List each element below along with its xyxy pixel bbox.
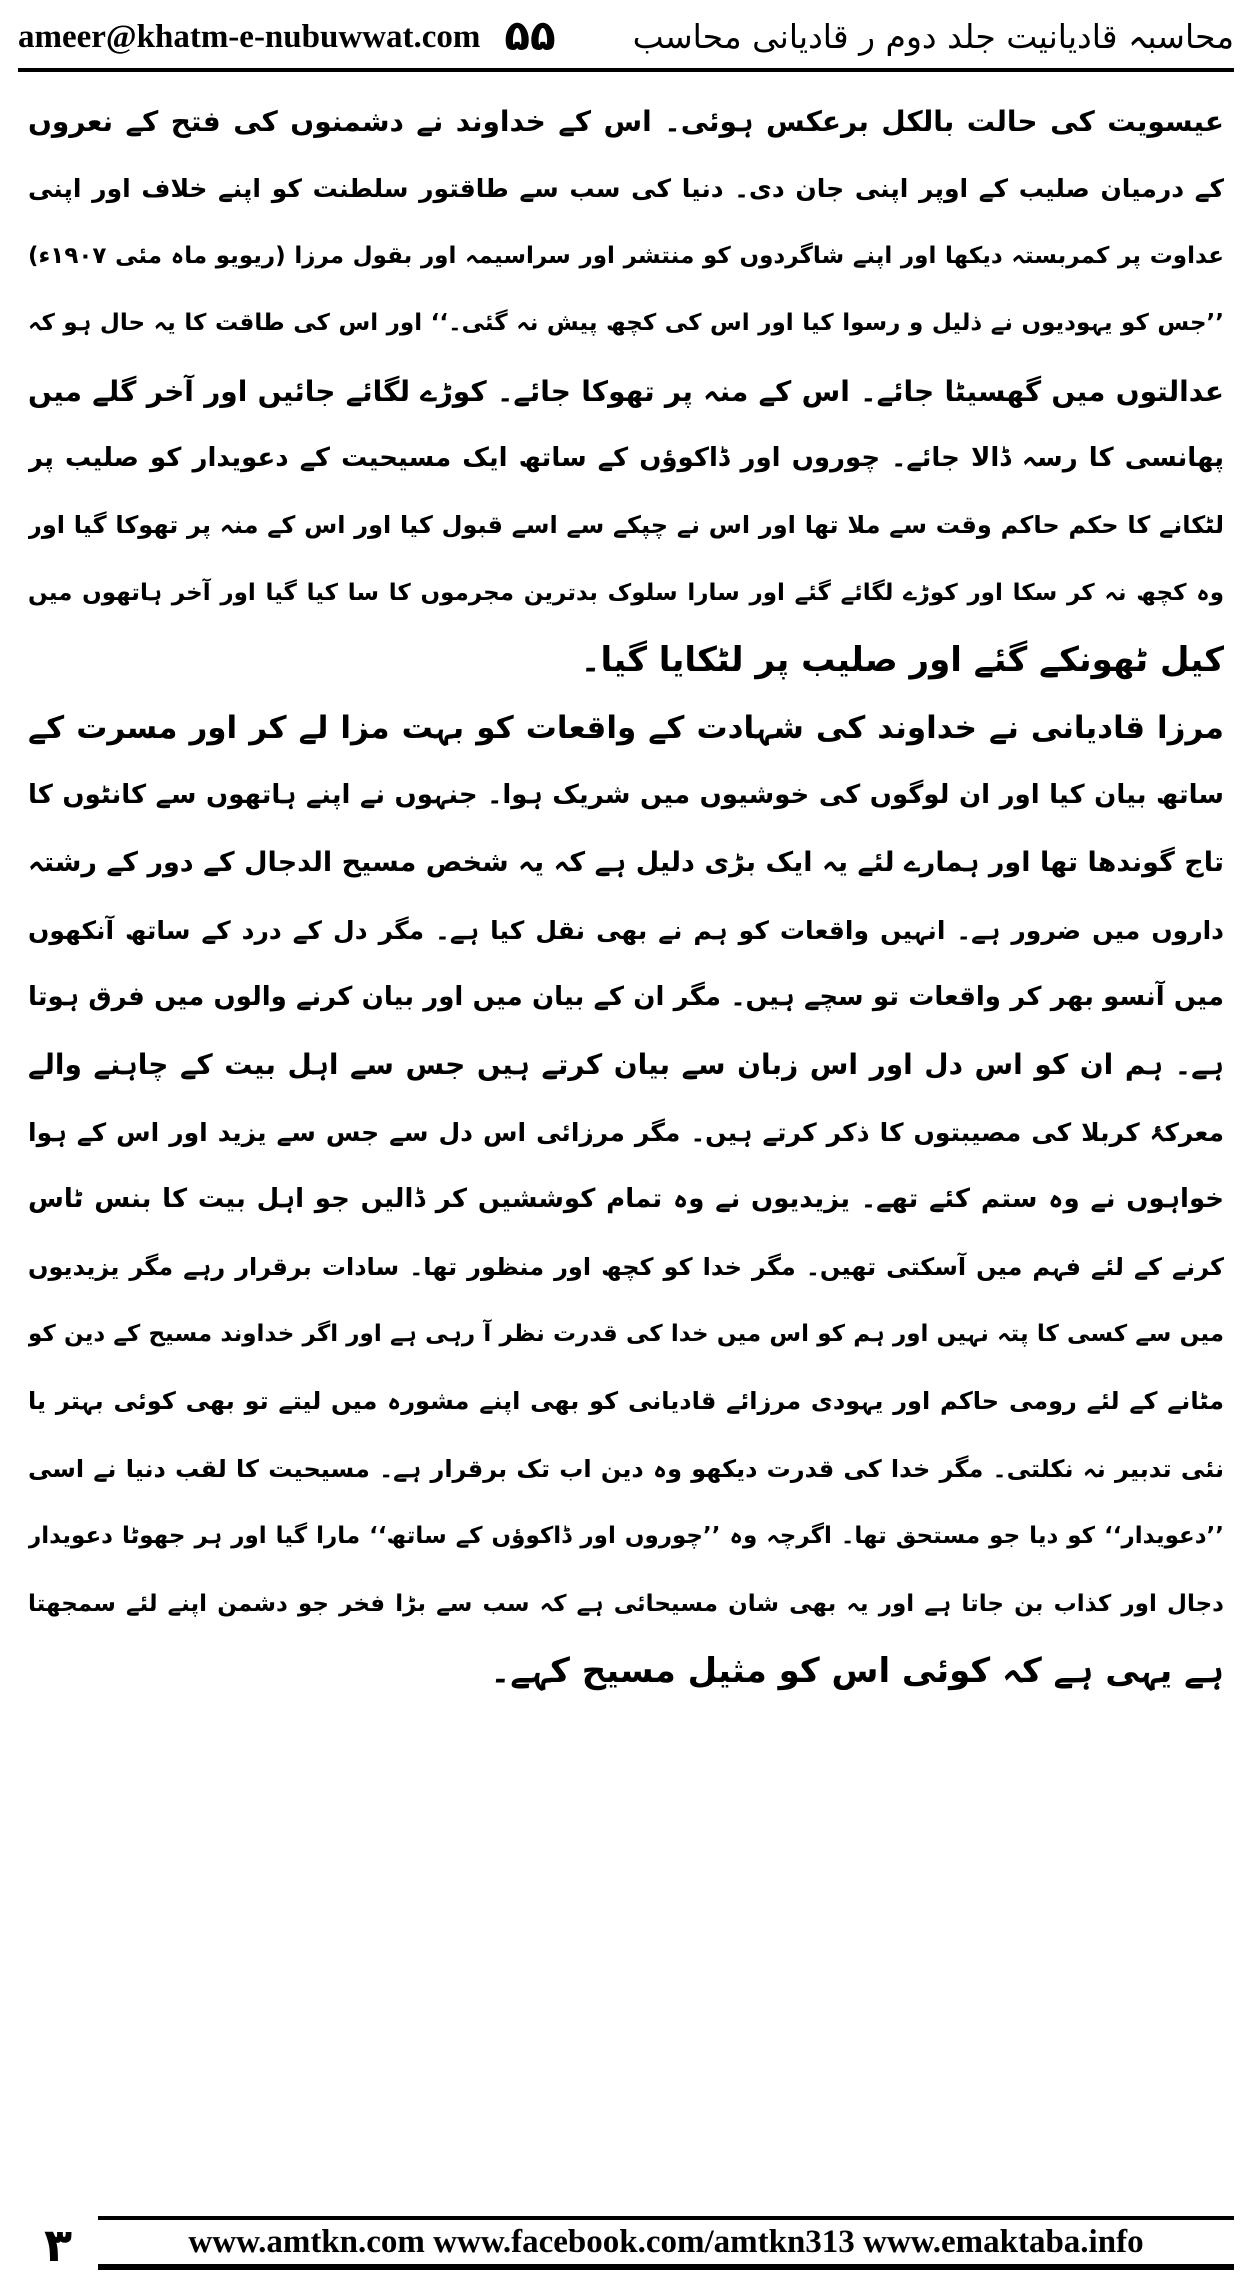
text-line: کیل ٹھونکے گئے اور صلیب پر لٹکایا گیا۔ — [580, 640, 1224, 681]
text-line: عداوت پر کمربستہ دیکھا اور اپنے شاگردوں کو منتشر اور سراسیمہ اور بقول مرزا (ریویو ماہ مئی ۱۹۰۷ء) — [28, 242, 1224, 269]
text-line: مٹانے کے لئے رومی حاکم اور یہودی مرزائے قادیانی کو بھی اپنے مشورہ میں لیتے تو بھی کوئی بہتر یا — [28, 1387, 1224, 1416]
body-text — [28, 88, 1224, 2148]
text-line: معرکۂ کربلا کی مصیبتوں کا ذکر کرتے ہیں۔ مگر مرزائی اس دل سے جس سے یزید اور اس کے ہوا — [28, 1117, 1224, 1147]
footer-page-number: ۳ — [43, 2218, 73, 2272]
text-line: عدالتوں میں گھسیٹا جائے۔ اس کے منہ پر تھوکا جائے۔ کوڑے لگائے جائیں اور آخر گلے میں — [28, 374, 1224, 408]
text-line: میں سے کسی کا پتہ نہیں اور ہم کو اس میں خدا کی قدرت نظر آ رہی ہے اور اگر خداوند مسیح کے دین کو — [28, 1321, 1224, 1348]
text-line: خواہوں نے وہ ستم کئے تھے۔ یزیدیوں نے وہ تمام کوششیں کر ڈالیں جو اہل بیت کا بنس ٹاس — [28, 1184, 1224, 1215]
text-line: داروں میں ضرور ہے۔ انہیں واقعات کو ہم نے بھی نقل کیا ہے۔ مگر دل کے درد کے ساتھ آنکھوں — [28, 915, 1224, 945]
header-rule — [18, 68, 1234, 72]
text-line: کرنے کے لئے فہم میں آسکتی تھیں۔ مگر خدا کو کچھ اور منظور تھا۔ سادات برقرار رہے مگر یزیدیوں — [28, 1252, 1224, 1281]
text-line: ہے۔ ہم ان کو اس دل اور اس زبان سے بیان کرتے ہیں جس سے اہل بیت کے چاہنے والے — [28, 1048, 1224, 1082]
text-line: دجال اور کذاب بن جاتا ہے اور یہ بھی شان مسیحائی ہے کہ سب سے بڑا فخر جو دشمن اپنے لئے سمجھتا — [28, 1590, 1224, 1617]
header-left — [18, 11, 556, 62]
text-line: میں آنسو بھر کر واقعات تو سچے ہیں۔ مگر ان کے بیان میں اور بیان کرنے والوں میں فرق ہوتا — [28, 982, 1224, 1013]
page-footer — [18, 2208, 1234, 2270]
header-page-number: ۵۵ — [504, 11, 556, 60]
header-email[interactable]: ameer@khatm-e-nubuwwat.com — [18, 19, 481, 55]
text-line: ’’دعویدار‘‘ کو دیا جو مستحق تھا۔ اگرچہ وہ ’’چوروں اور ڈاکوؤں کے ساتھ‘‘ مارا گیا اور ہر جھوٹا دعویدار — [28, 1523, 1224, 1550]
text-line: پھانسی کا رسہ ڈالا جائے۔ چوروں اور ڈاکوؤں کے ساتھ ایک مسیحیت کے دعویدار کو صلیب پر — [28, 442, 1224, 473]
text-line: ساتھ بیان کیا اور ان لوگوں کی خوشیوں میں شریک ہوا۔ جنہوں نے اپنے ہاتھوں سے کانٹوں کا — [28, 779, 1224, 810]
text-line: لٹکانے کا حکم حاکم وقت سے ملا تھا اور اس نے چپکے سے اسے قبول کیا اور اس کے منہ پر تھوکا گیا اور — [28, 511, 1224, 540]
text-line: ’’جس کو یہودیوں نے ذلیل و رسوا کیا اور اس کی کچھ پیش نہ گئی۔‘‘ اور اس کی طاقت کا یہ حال ہو کہ — [28, 310, 1224, 337]
text-line: کے درمیان صلیب کے اوپر اپنی جان دی۔ دنیا کی سب سے طاقتور سلطنت کو اپنے خلاف اور اپنی — [28, 174, 1224, 204]
text-line: نئی تدبیر نہ نکلتی۔ مگر خدا کی قدرت دیکھو وہ دین اب تک برقرار ہے۔ مسیحیت کا لقب دنیا نے اسی — [28, 1454, 1224, 1483]
paragraph-1 — [28, 88, 1224, 695]
paragraph-2 — [28, 695, 1224, 1706]
page-header — [18, 4, 1234, 62]
text-line: مرزا قادیانی نے خداوند کی شہادت کے واقعات کو بہت مزا لے کر اور مسرت کے — [28, 709, 1224, 746]
header-running-title: محاسبہ قادیانیت جلد دوم ر قادیانی محاسب — [632, 17, 1234, 56]
footer-band — [98, 2216, 1234, 2270]
text-line: عیسویت کی حالت بالکل برعکس ہوئی۔ اس کے خداوند نے دشمنوں کی فتح کے نعروں — [28, 105, 1224, 138]
text-line: وہ کچھ نہ کر سکا اور کوڑے لگائے گئے اور سارا سلوک بدترین مجرموں کا سا کیا گیا اور آخر ہاتھوں میں — [28, 579, 1224, 606]
text-line: ہے یہی ہے کہ کوئی اس کو مثیل مسیح کہے۔ — [490, 1650, 1224, 1691]
footer-links[interactable]: www.amtkn.com www.facebook.com/amtkn313 www.emaktaba.info — [188, 2223, 1144, 2260]
text-line: تاج گوندھا تھا اور ہمارے لئے یہ ایک بڑی دلیل ہے کہ یہ شخص مسیح الدجال کے دور کے رشتہ — [28, 847, 1224, 879]
